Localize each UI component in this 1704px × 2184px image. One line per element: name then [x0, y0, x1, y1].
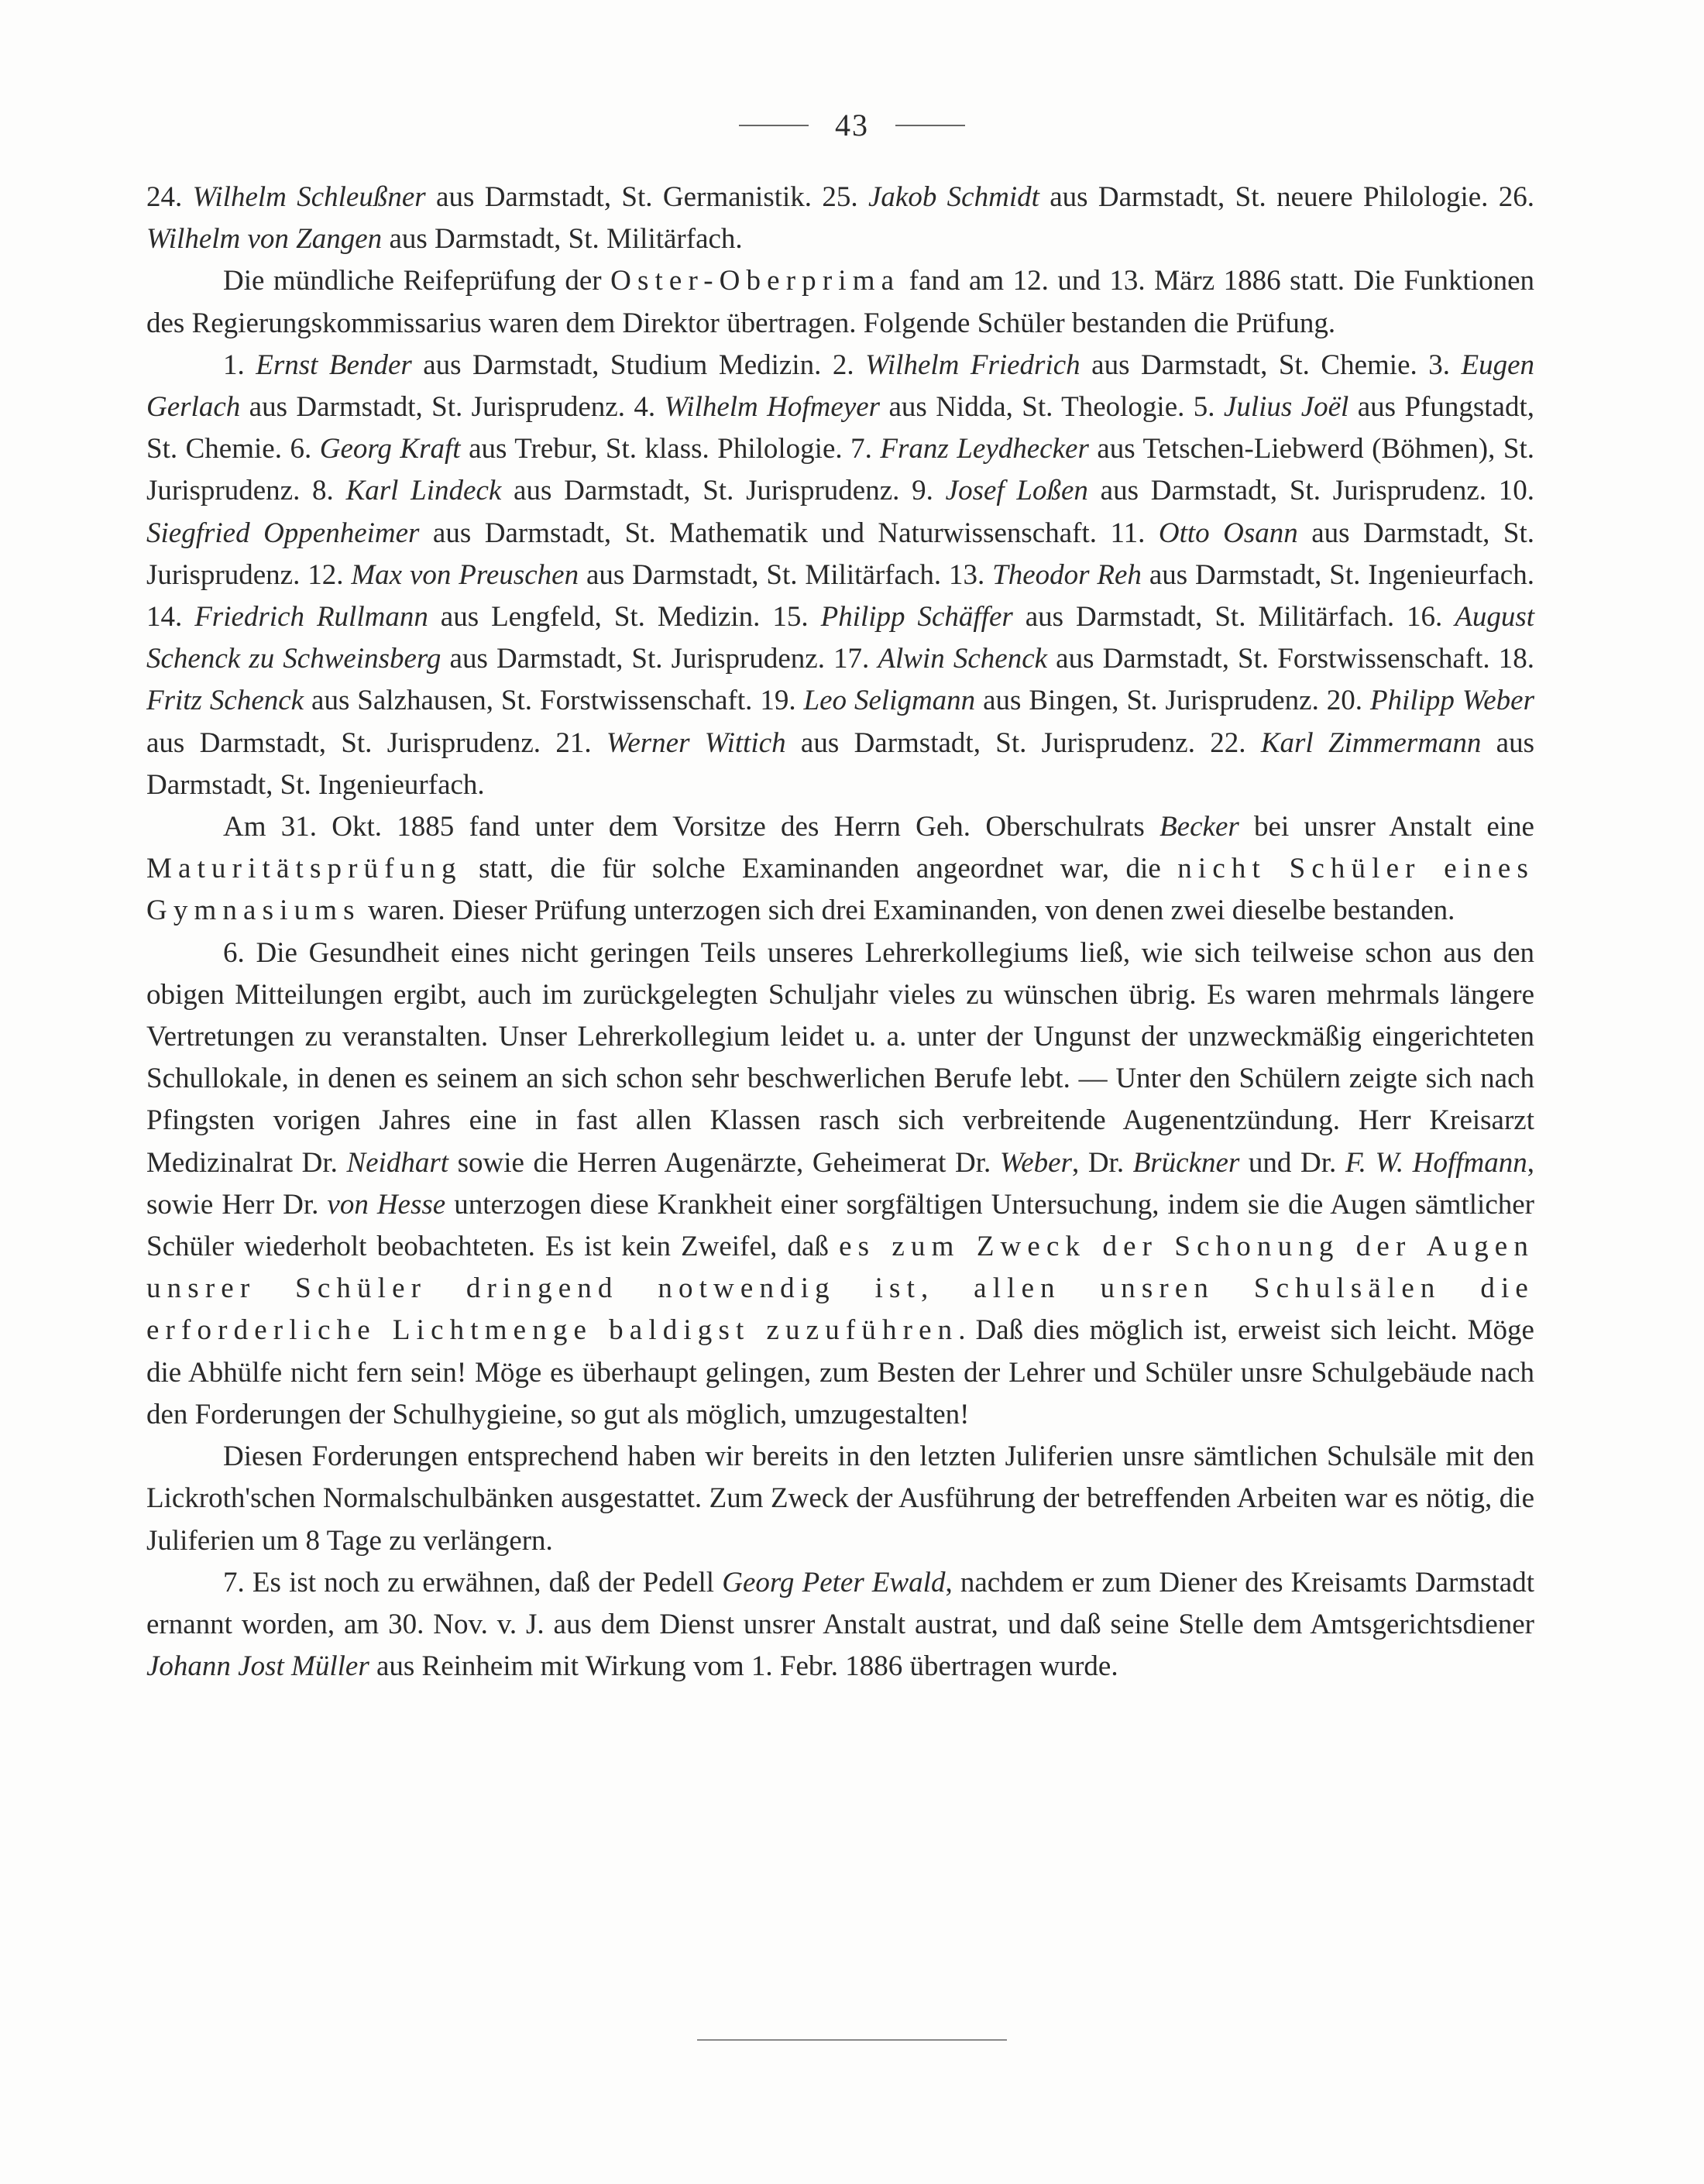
paragraph	[146, 1562, 1534, 1688]
text-run: statt, die für solche Examinanden angeordnet war, die	[462, 853, 1178, 885]
text-run: aus Bingen, St. Jurisprudenz. 20.	[975, 685, 1370, 717]
italic-name: Neidhart	[346, 1146, 448, 1179]
body-text	[146, 177, 1534, 1688]
italic-name: Karl Lindeck	[345, 475, 502, 507]
italic-name: Georg Peter Ewald	[722, 1566, 946, 1599]
text-run: und Dr.	[1239, 1146, 1345, 1179]
text-run: aus Darmstadt, St. Ingenieurfach. 14.	[146, 558, 1534, 634]
text-run: aus Darmstadt, St. Jurisprudenz. 17.	[441, 643, 878, 675]
italic-name: Siegfried Oppenheimer	[146, 517, 420, 549]
italic-name: Philipp Schäffer	[820, 601, 1013, 634]
footer-rule	[697, 2039, 1007, 2041]
italic-name: Becker	[1159, 811, 1239, 843]
italic-name: von Hesse	[327, 1188, 446, 1221]
italic-name: Georg Kraft	[319, 433, 461, 465]
italic-name: Werner Wittich	[606, 726, 786, 759]
text-run: aus Darmstadt, St. neuere Philologie. 26.	[1039, 181, 1535, 213]
italic-name: Max von Preuschen	[351, 558, 579, 591]
paragraph	[146, 345, 1534, 806]
text-run: , sowie Herr Dr.	[146, 1146, 1535, 1221]
text-run: aus Lengfeld, St. Medizin. 15.	[428, 601, 821, 634]
italic-name: Ernst Bender	[256, 349, 412, 381]
italic-name: Leo Seligmann	[803, 685, 976, 717]
text-run: aus Darmstadt, St. Chemie. 3.	[1080, 349, 1462, 381]
paragraph	[146, 932, 1534, 1436]
header-rule-left	[739, 125, 809, 126]
text-run: aus Darmstadt, St. Germanistik. 25.	[425, 181, 868, 213]
italic-name: Julius Joël	[1223, 391, 1349, 424]
text-run: aus Salzhausen, St. Forstwissenschaft. 19.	[304, 685, 804, 717]
header-rule-right	[895, 125, 965, 126]
italic-name: Fritz Schenck	[146, 685, 304, 717]
paragraph	[146, 260, 1534, 344]
text-run: aus Darmstadt, St. Mathematik und Naturwissenschaft. 11.	[419, 517, 1159, 549]
paragraph	[146, 1436, 1534, 1562]
italic-name: Eugen Gerlach	[146, 349, 1535, 424]
text-run: aus Darmstadt, St. Militärfach.	[382, 223, 743, 256]
spaced-emphasis: nicht Schüler eines Gymnasiums	[146, 853, 1534, 927]
text-run: unterzogen diese Krankheit einer sorgfältigen Untersuchung, indem sie die Augen sämtlicher Schüler wiederholt beobachteten. Es ist kein Zweifel, daß	[146, 1188, 1535, 1263]
italic-name: F. W. Hoffmann	[1345, 1146, 1527, 1179]
spaced-emphasis: Maturitätsprüfung	[146, 853, 462, 885]
page-header	[0, 107, 1704, 143]
text-run: waren. Dieser Prüfung unterzogen sich drei Examinanden, von denen zwei dieselbe bestanden.	[360, 895, 1455, 927]
italic-name: Karl Zimmermann	[1260, 726, 1482, 759]
text-run: aus Darmstadt, St. Militärfach. 16.	[1012, 601, 1455, 634]
text-run: Diesen Forderungen entsprechend haben wir bereits in den letzten Juliferien unsre sämtlichen Schulsäle mit den Lickroth'schen Normalschulbänken ausgestattet. Zum Zweck der Ausführung der betreffenden Arbeiten war es nötig, die Juliferien um 8 Tage zu verlängern.	[146, 1441, 1534, 1557]
text-run: aus Trebur, St. klass. Philologie. 7.	[460, 433, 881, 465]
paragraph	[146, 806, 1534, 932]
italic-name: Josef Loßen	[945, 475, 1088, 507]
text-run: aus Darmstadt, Studium Medizin. 2.	[411, 349, 866, 381]
text-run: sowie die Herren Augenärzte, Geheimerat Dr.	[448, 1146, 1000, 1179]
text-run: , Dr.	[1072, 1146, 1133, 1179]
italic-name: Otto Osann	[1158, 517, 1298, 549]
italic-name: Theodor Reh	[992, 558, 1142, 591]
italic-name: Wilhelm von Zangen	[146, 223, 383, 256]
text-run: aus Pfungstadt, St. Chemie. 6.	[146, 391, 1534, 465]
text-run: aus Nidda, St. Theologie. 5.	[880, 391, 1224, 424]
text-run: . Daß dies möglich ist, erweist sich leicht. Möge die Abhülfe nicht fern sein! Möge es überhaupt gelingen, zum Besten der Lehrer und Schüler unsre Schulgebäude nach den Forderungen der Schulhygieine, so gut als möglich, umzugestalten!	[146, 1314, 1534, 1430]
text-run: aus Darmstadt, St. Jurisprudenz. 22.	[785, 726, 1261, 759]
text-run: aus Reinheim mit Wirkung vom 1. Febr. 1886 übertragen wurde.	[369, 1650, 1118, 1683]
text-run: 24.	[146, 181, 193, 213]
italic-name: Franz Leydhecker	[880, 433, 1089, 465]
italic-name: Philipp Weber	[1369, 685, 1535, 717]
text-run: 6. Die Gesundheit eines nicht geringen Teils unseres Lehrerkollegiums ließ, wie sich teilweise schon aus den obigen Mitteilungen ergibt, auch im zurückgelegten Schuljahr vieles zu wünschen übrig. Es waren mehrmals längere Vertretungen zu veranstalten. Unser Lehrerkollegium leidet u. a. unter der Ungunst der unzweckmäßig eingerichteten Schullokale, in denen es seinem an sich schon sehr beschwerlichen Berufe lebt. — Unter den Schülern zeigte sich nach Pfingsten vorigen Jahres eine in fast allen Klassen rasch sich verbreitende Augenentzündung. Herr Kreisarzt Medizinalrat Dr.	[146, 936, 1534, 1179]
italic-name: Wilhelm Friedrich	[865, 349, 1080, 381]
text-run: aus Darmstadt, St. Jurisprudenz. 12.	[146, 517, 1534, 591]
text-run: 7. Es ist noch zu erwähnen, daß der Pedell	[223, 1566, 723, 1599]
italic-name: Johann Jost Müller	[146, 1650, 369, 1683]
italic-name: Friedrich Rullmann	[194, 601, 428, 634]
italic-name: Wilhelm Hofmeyer	[664, 391, 881, 424]
spaced-emphasis: es zum Zweck der Schonung der Augen unsrer Schüler dringend notwendig ist, allen unsren Schulsälen die erforderliche Lichtmenge baldigst zuzuführen	[146, 1231, 1534, 1347]
text-run: aus Darmstadt, St. Forstwissenschaft. 18.	[1047, 643, 1534, 675]
italic-name: Jakob Schmidt	[867, 181, 1039, 213]
text-run: Die mündliche Reifeprüfung der	[223, 265, 611, 297]
text-run: aus Darmstadt, St. Militärfach. 13.	[579, 558, 993, 591]
italic-name: Weber	[999, 1146, 1072, 1179]
text-run: fand am 12. und 13. März 1886 statt. Die Funktionen des Regierungskommissarius waren dem Direktor übertragen. Folgende Schüler bestanden die Prüfung.	[146, 265, 1535, 339]
text-run: Am 31. Okt. 1885 fand unter dem Vorsitze des Herrn Geh. Oberschulrats	[223, 811, 1160, 843]
text-run: aus Darmstadt, St. Jurisprudenz. 10.	[1087, 475, 1535, 507]
italic-name: Alwin Schenck	[878, 643, 1048, 675]
text-run: , nachdem er zum Diener des Kreisamts Darmstadt ernannt worden, am 30. Nov. v. J. aus dem Dienst unsrer Anstalt austrat, und daß seine Stelle dem Amtsgerichtsdiener	[146, 1566, 1534, 1640]
page-number: 43	[835, 108, 869, 143]
italic-name: August Schenck zu Schweinsberg	[146, 601, 1535, 675]
text-run: aus Darmstadt, St. Ingenieurfach.	[146, 726, 1535, 801]
paragraph	[146, 177, 1534, 260]
text-run: bei unsrer Anstalt eine	[1238, 811, 1534, 843]
italic-name: Wilhelm Schleußner	[192, 181, 426, 213]
text-run: aus Darmstadt, St. Jurisprudenz. 9.	[501, 475, 946, 507]
text-run: aus Darmstadt, St. Jurisprudenz. 21.	[146, 726, 606, 759]
text-run: aus Darmstadt, St. Jurisprudenz. 4.	[240, 391, 665, 424]
spaced-emphasis: Oster-Oberprima	[610, 265, 901, 297]
italic-name: Brückner	[1132, 1146, 1240, 1179]
text-run: aus Tetschen-Liebwerd (Böhmen), St. Jurisprudenz. 8.	[146, 433, 1534, 507]
text-run: 1.	[223, 349, 256, 381]
